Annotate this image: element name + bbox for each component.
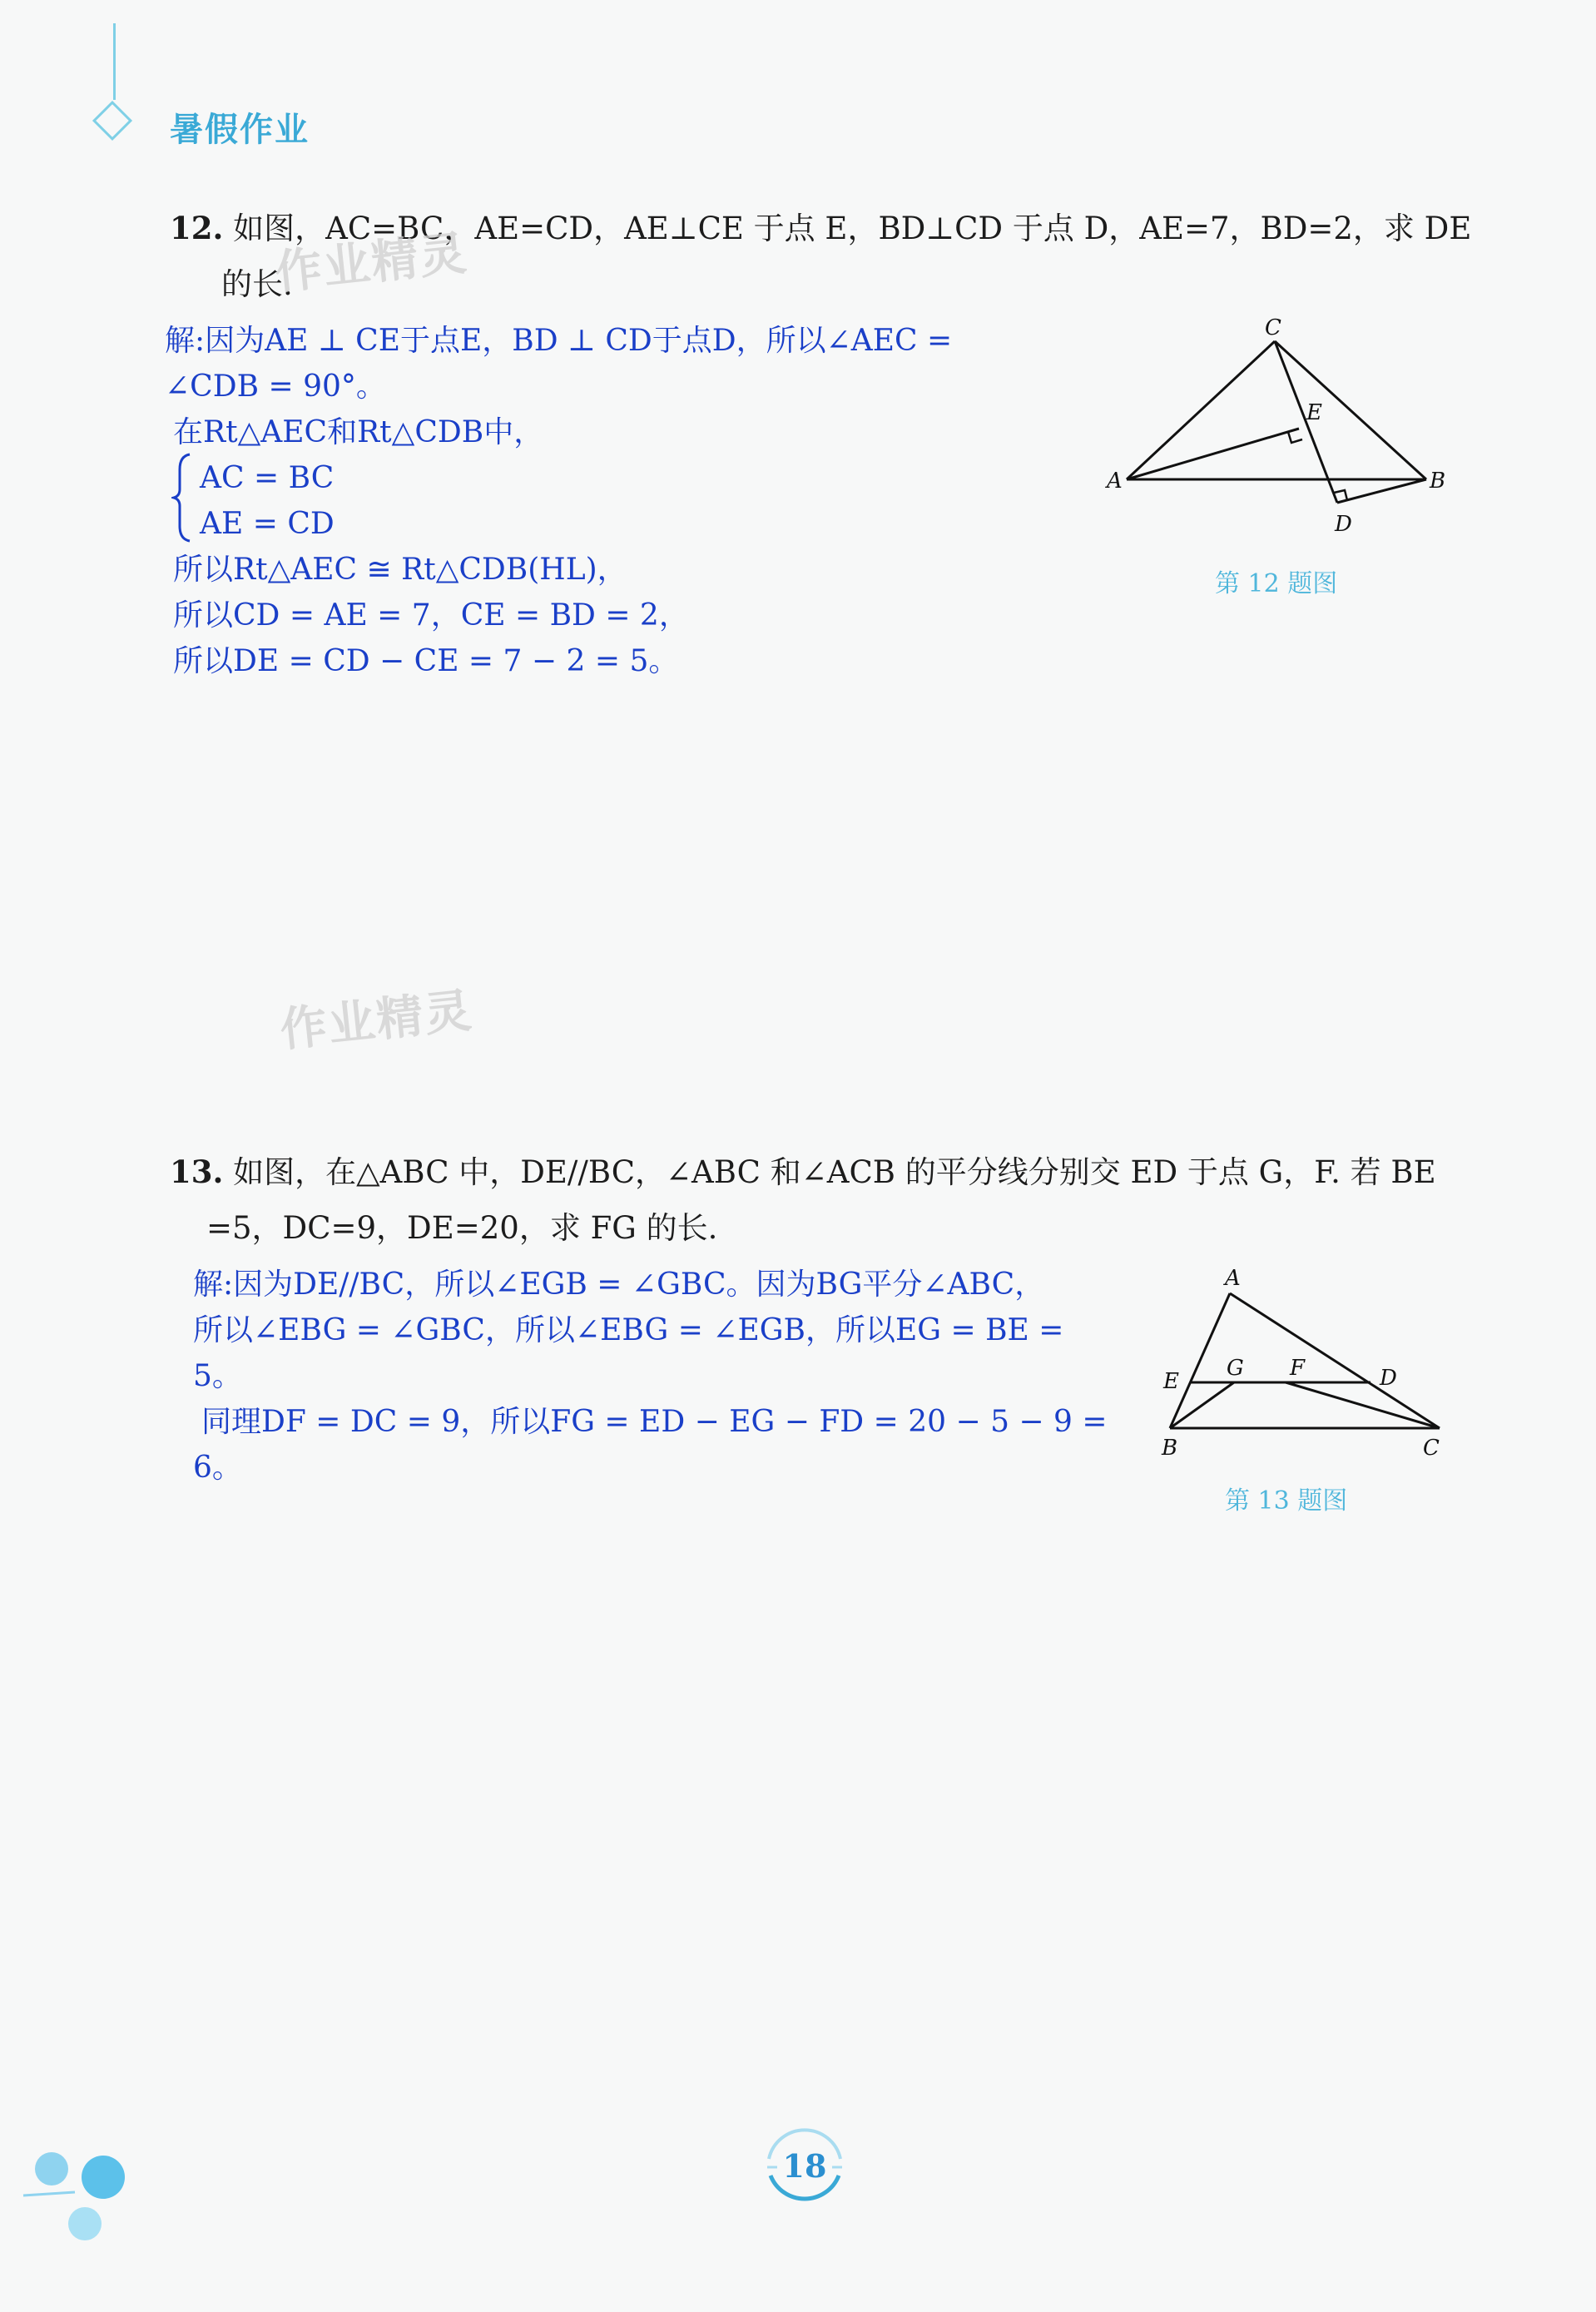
footer-bubbles-icon — [17, 2147, 141, 2247]
q12-answer-line-7: 所以CD = AE = 7，CE = BD = 2， — [173, 598, 689, 633]
q12-brace-icon — [171, 451, 196, 544]
q12-answer-line-5: AE = CD — [200, 507, 335, 541]
q13-answer-line-2: 所以∠EBG = ∠GBC，所以∠EBG = ∠EGB，所以EG = BE = — [193, 1313, 1064, 1347]
q12-label-A: A — [1107, 469, 1123, 494]
q12-line2: 的长. — [221, 266, 293, 302]
q12-caption: 第 12 题图 — [1215, 569, 1338, 598]
q13-answer-line-4: 同理DF = DC = 9，所以FG = ED − EG − FD = 20 − 5 − 9 = — [201, 1405, 1108, 1439]
q13-label-G: G — [1227, 1356, 1244, 1381]
q13-line1 — [170, 1144, 1436, 1201]
header-title: 暑假作业 — [170, 111, 310, 149]
q12-answer-line-1: 解:因为AE ⊥ CE于点E，BD ⊥ CD于点D，所以∠AEC = — [165, 324, 953, 358]
q12-answer — [165, 318, 952, 684]
q12-right-angle-E — [1288, 432, 1302, 443]
q12-label-E: E — [1306, 400, 1322, 425]
q12-answer-line-8: 所以DE = CD − CE = 7 − 2 = 5。 — [173, 644, 679, 678]
q13-label-B: B — [1162, 1436, 1178, 1461]
q13-number: 13. — [170, 1154, 224, 1190]
q12-seg-DB — [1337, 479, 1426, 503]
watermark-2: 作业精灵 — [277, 984, 476, 1058]
q12-label-C: C — [1265, 316, 1281, 340]
q12-figure — [1098, 316, 1465, 549]
q13-answer — [193, 1262, 1108, 1491]
header-diamond-icon — [92, 101, 132, 141]
q12-number: 12. — [170, 210, 224, 246]
q13-label-A: A — [1225, 1266, 1241, 1291]
q12-answer-line-2: ∠CDB = 90°。 — [165, 370, 386, 404]
q13-seg-AC — [1230, 1293, 1440, 1428]
q12-answer-line-6: 所以Rt△AEC ≅ Rt△CDB(HL)， — [173, 553, 627, 587]
q13-label-F: F — [1290, 1356, 1306, 1381]
header-line — [113, 23, 116, 100]
q13-line2: =5，DC=9，DE=20，求 FG 的长. — [206, 1210, 718, 1246]
q13-caption: 第 13 题图 — [1225, 1486, 1348, 1516]
q13-answer-line-1: 解:因为DE//BC，所以∠EGB = ∠GBC。因为BG平分∠ABC， — [193, 1268, 1045, 1302]
q12-label-B: B — [1430, 469, 1446, 494]
q13-seg-CF — [1286, 1382, 1440, 1428]
q13-answer-line-3: 5。 — [193, 1359, 242, 1393]
q12-seg-CB — [1275, 341, 1426, 479]
q12-text-1: 如图，AC=BC，AE=CD，AE⊥CE 于点 E，BD⊥CD 于点 D，AE=7，BD=2，求 DE — [233, 211, 1472, 246]
q13-text-1: 如图，在△ABC 中，DE//BC，∠ABC 和∠ACB 的平分线分别交 ED 于点 G，F. 若 BE — [233, 1154, 1436, 1190]
q13-figure — [1157, 1265, 1456, 1465]
q13-label-D: D — [1380, 1366, 1397, 1391]
watermark-1: 作业精灵 — [272, 226, 471, 300]
q13-label-E: E — [1163, 1369, 1179, 1394]
page-number: 18 — [782, 2147, 827, 2185]
q12-answer-line-4: AC = BC — [200, 461, 335, 495]
q12-label-D: D — [1335, 512, 1352, 537]
page-number-badge — [759, 2121, 850, 2212]
q12-answer-line-3: 在Rt△AEC和Rt△CDB中， — [173, 415, 544, 449]
q13-label-C: C — [1423, 1436, 1440, 1461]
q13-answer-line-5: 6。 — [193, 1451, 242, 1485]
